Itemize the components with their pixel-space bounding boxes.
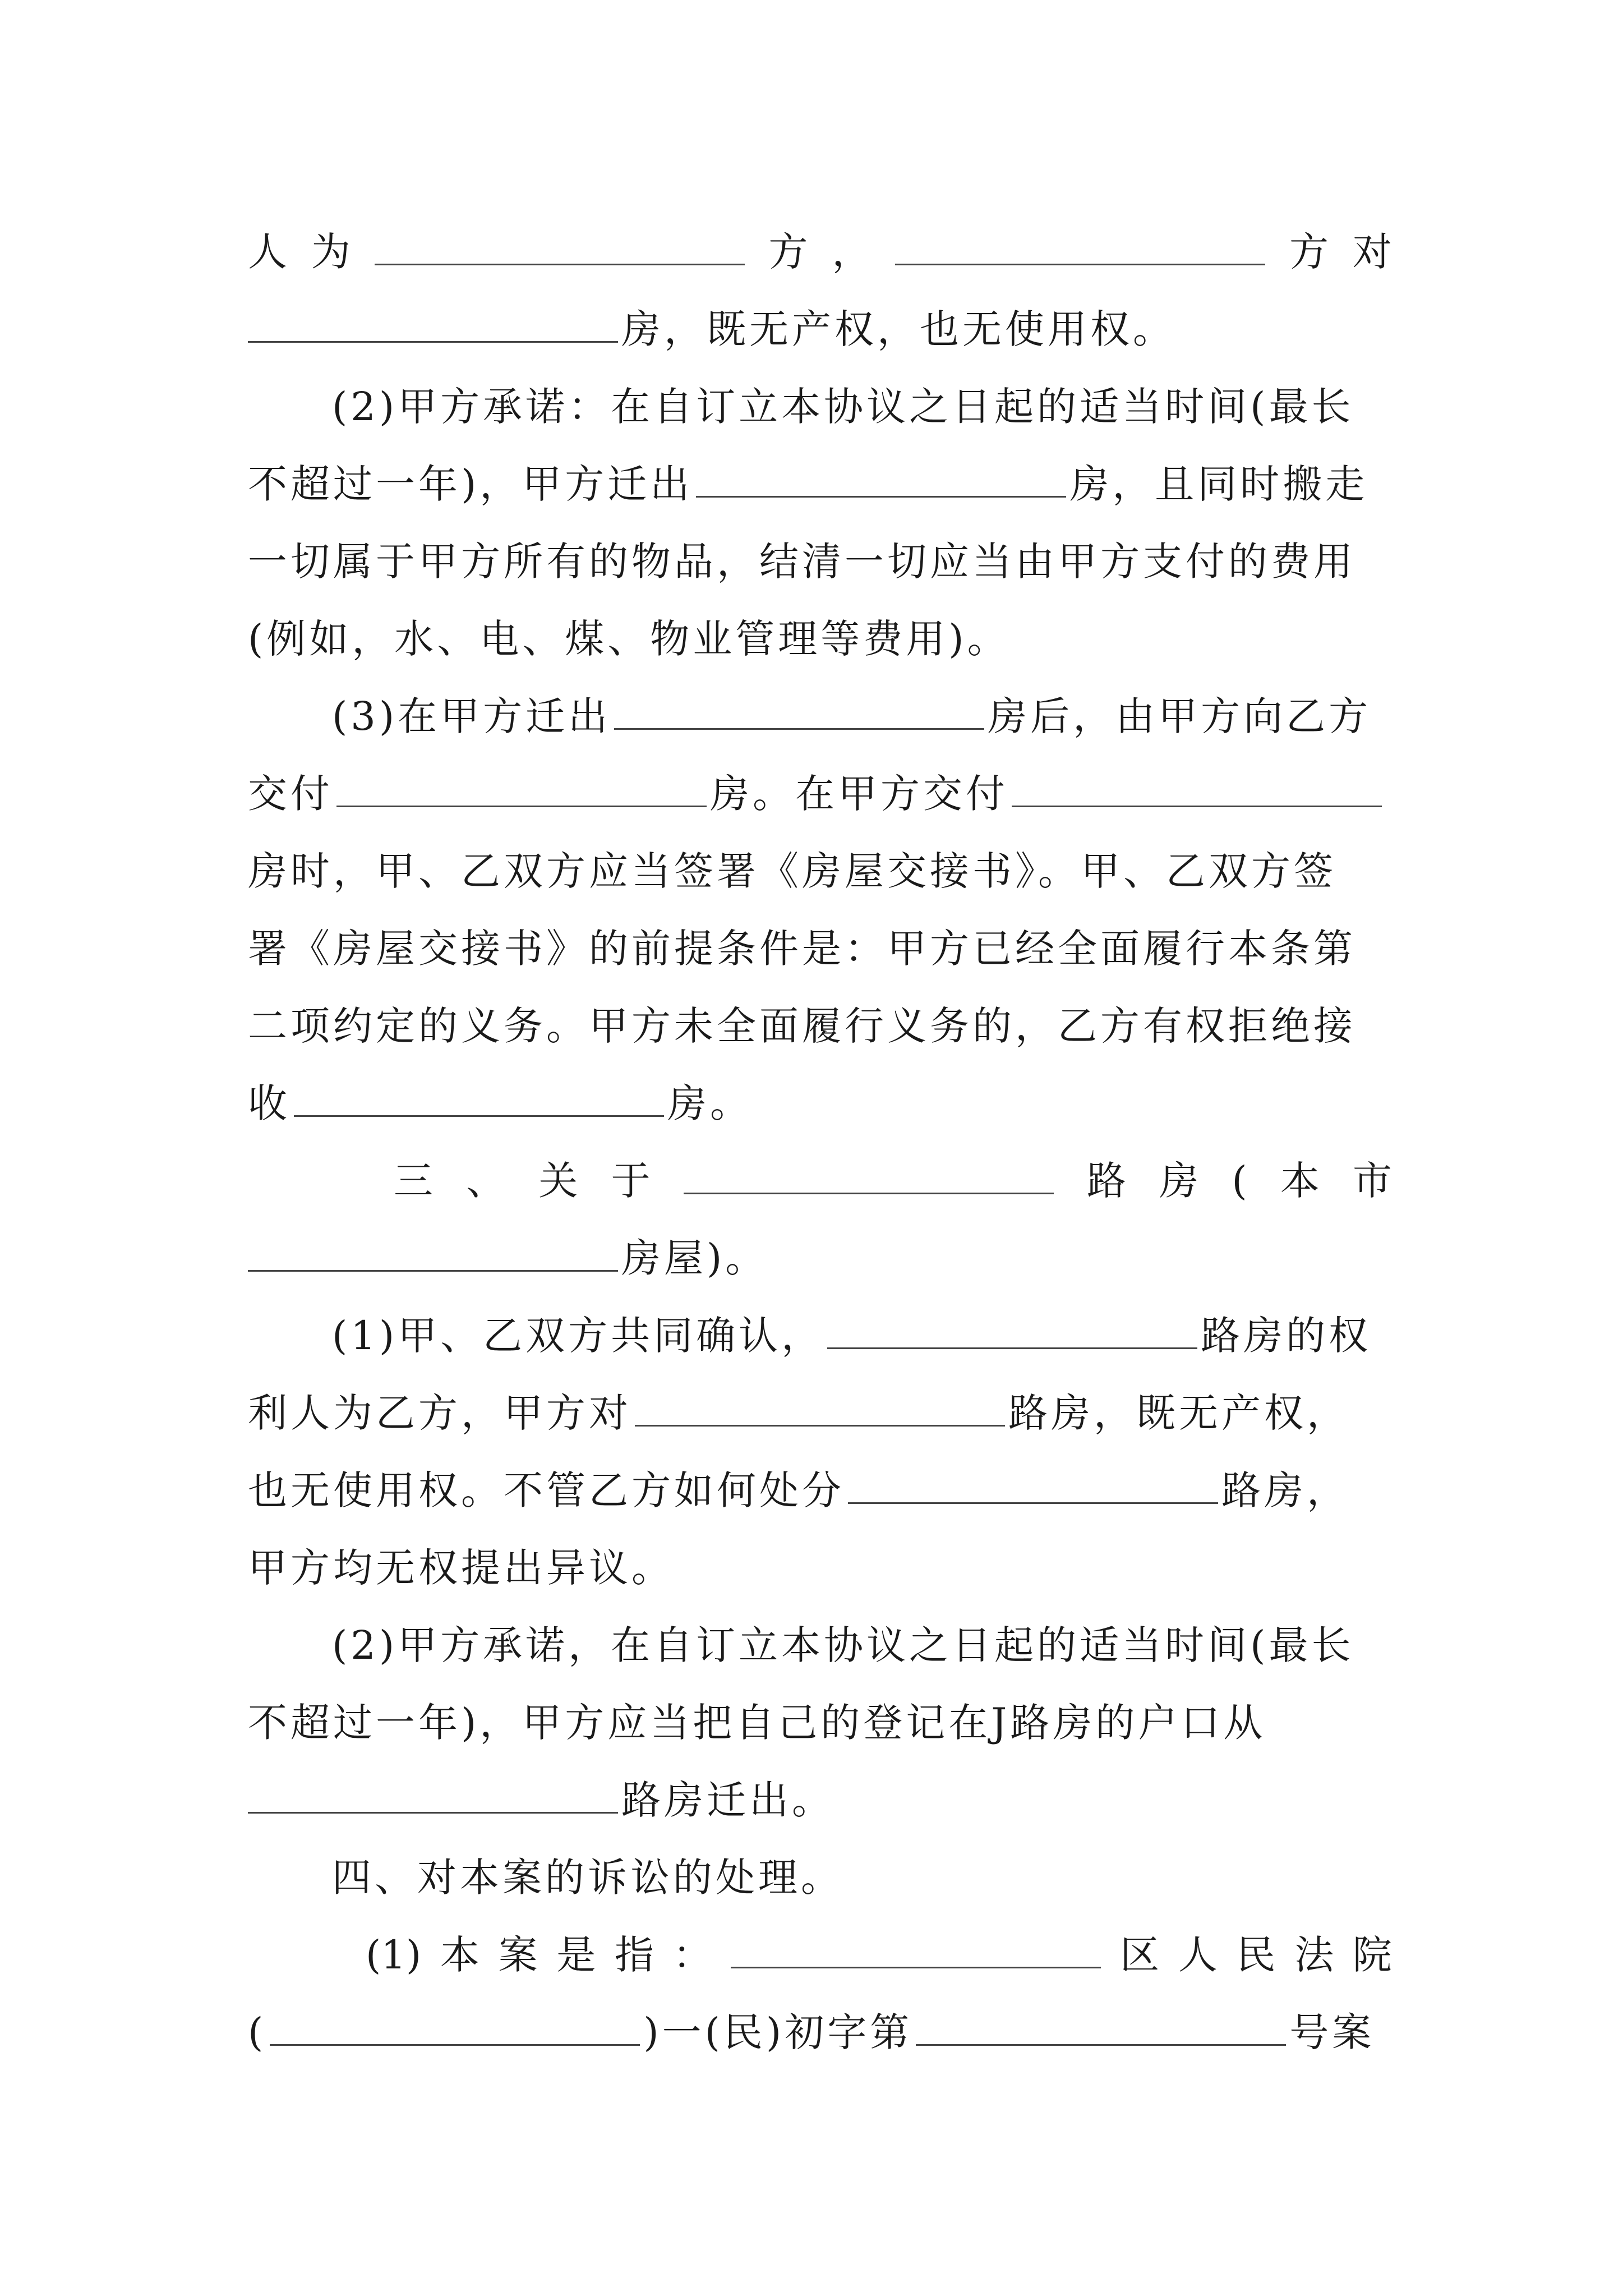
fill-in-blank[interactable] xyxy=(336,801,707,807)
text-segment: 院 xyxy=(1352,1932,1392,1978)
text-line xyxy=(248,368,1392,445)
section-heading-line xyxy=(248,1839,1392,1916)
text-segment: 方 xyxy=(1289,229,1329,275)
text-line xyxy=(248,1994,1392,2071)
text-segment: 房 xyxy=(1159,1158,1199,1204)
text-segment: 房。 xyxy=(667,1080,753,1126)
text-line xyxy=(248,523,1392,600)
text-segment: )一(民)初字第 xyxy=(643,2009,913,2055)
text-segment: 房，且同时搬走 xyxy=(1069,461,1368,507)
fill-in-blank[interactable] xyxy=(1012,801,1382,807)
text-segment: 利人为乙方，甲方对 xyxy=(248,1390,631,1436)
fill-in-blank[interactable] xyxy=(248,337,618,343)
text-segment: 也无使用权。不管乙方如何处分 xyxy=(248,1467,845,1513)
text-line xyxy=(248,600,1392,678)
text-line xyxy=(248,1684,1392,1761)
text-segment: 房，既无产权，也无使用权。 xyxy=(621,306,1175,352)
text-segment: 为 xyxy=(311,229,351,275)
text-segment: 路 xyxy=(1086,1158,1126,1204)
text-line xyxy=(248,1761,1392,1839)
text-segment: 房后，由甲方向乙方 xyxy=(988,693,1372,739)
text-segment: 民 xyxy=(1236,1932,1276,1978)
fill-in-blank[interactable] xyxy=(731,1962,1101,1968)
fill-in-blank[interactable] xyxy=(375,259,745,265)
text-segment: ( xyxy=(248,2009,267,2055)
fill-in-blank[interactable] xyxy=(916,2040,1286,2046)
fill-in-blank[interactable] xyxy=(294,1111,664,1117)
text-segment: 本 xyxy=(440,1932,479,1978)
text-segment: 四、对本案的诉讼的处理。 xyxy=(332,1855,843,1901)
text-segment: 署《房屋交接书》的前提条件是：甲方已经全面履行本条第 xyxy=(248,926,1356,972)
text-line xyxy=(248,445,1392,523)
text-segment: 方 xyxy=(768,229,808,275)
fill-in-blank[interactable] xyxy=(248,1807,618,1814)
text-segment: 、 xyxy=(466,1158,506,1204)
text-segment: 是 xyxy=(556,1932,596,1978)
text-line xyxy=(248,1607,1392,1684)
fill-in-blank[interactable] xyxy=(635,1420,1005,1427)
text-line xyxy=(248,987,1392,1065)
text-segment: (3)在甲方迁出 xyxy=(332,693,611,739)
text-line xyxy=(248,832,1392,910)
text-line xyxy=(248,1297,1392,1374)
text-line xyxy=(248,755,1392,832)
text-line xyxy=(248,1065,1392,1142)
fill-in-blank[interactable] xyxy=(614,724,984,730)
text-segment: ， xyxy=(832,229,872,275)
fill-in-blank[interactable] xyxy=(684,1188,1054,1194)
fill-in-blank[interactable] xyxy=(848,1498,1218,1504)
text-segment: 指 xyxy=(614,1932,654,1978)
text-segment: 关 xyxy=(538,1158,578,1204)
text-line xyxy=(248,678,1392,755)
text-line xyxy=(248,1374,1392,1452)
document-page xyxy=(248,213,1392,2071)
text-segment: 房。在甲方交付 xyxy=(710,771,1008,817)
text-line xyxy=(248,213,1392,291)
text-segment: 房屋)。 xyxy=(621,1235,768,1281)
fill-in-blank[interactable] xyxy=(827,1343,1197,1349)
text-segment: (例如，水、电、煤、物业管理等费用)。 xyxy=(248,616,1010,662)
text-segment: 不超过一年)，甲方应当把自己的登记在J路房的户口从 xyxy=(248,1700,1266,1746)
fill-in-blank[interactable] xyxy=(895,259,1265,265)
text-segment: 路房， xyxy=(1221,1467,1349,1513)
text-segment: 房时，甲、乙双方应当签署《房屋交接书》。甲、乙双方签 xyxy=(248,848,1336,894)
text-segment: 三 xyxy=(394,1158,433,1204)
text-segment: 收 xyxy=(248,1080,291,1126)
text-segment: 路房的权 xyxy=(1201,1313,1372,1359)
text-segment: 号案 xyxy=(1289,2009,1375,2055)
text-line xyxy=(248,910,1392,987)
text-line xyxy=(248,291,1392,368)
fill-in-blank[interactable] xyxy=(696,491,1066,498)
text-segment: 路房迁出。 xyxy=(621,1777,834,1823)
text-line xyxy=(248,1452,1392,1529)
text-segment: 不超过一年)，甲方迁出 xyxy=(248,461,693,507)
text-segment: ： xyxy=(672,1932,712,1978)
text-segment: 人 xyxy=(248,229,287,275)
text-segment: 甲方均无权提出异议。 xyxy=(248,1545,674,1591)
text-segment: 于 xyxy=(611,1158,651,1204)
text-segment: (2)甲方承诺，在自订立本协议之日起的适当时间(最长 xyxy=(332,1622,1354,1668)
text-line xyxy=(248,1529,1392,1607)
text-segment: (2)甲方承诺：在自订立本协议之日起的适当时间(最长 xyxy=(332,384,1354,430)
text-segment: 人 xyxy=(1178,1932,1218,1978)
text-segment: 本 xyxy=(1280,1158,1320,1204)
text-segment: 对 xyxy=(1352,229,1392,275)
text-line xyxy=(248,1220,1392,1297)
text-segment: 二项约定的义务。甲方未全面履行义务的，乙方有权拒绝接 xyxy=(248,1003,1356,1049)
text-segment: 交付 xyxy=(248,771,333,817)
text-segment: (1) xyxy=(366,1932,422,1978)
text-segment: 市 xyxy=(1353,1158,1392,1204)
text-segment: 法 xyxy=(1294,1932,1334,1978)
text-segment: 区 xyxy=(1120,1932,1160,1978)
text-segment: ( xyxy=(1232,1158,1247,1204)
text-segment: 路房，既无产权， xyxy=(1008,1390,1349,1436)
text-line xyxy=(248,1916,1392,1994)
text-segment: (1)甲、乙双方共同确认， xyxy=(332,1313,824,1359)
text-segment: 一切属于甲方所有的物品，结清一切应当由甲方支付的费用 xyxy=(248,539,1356,585)
text-segment: 案 xyxy=(498,1932,538,1978)
fill-in-blank[interactable] xyxy=(248,1266,618,1272)
fill-in-blank[interactable] xyxy=(270,2040,640,2046)
section-heading-line xyxy=(248,1142,1392,1220)
